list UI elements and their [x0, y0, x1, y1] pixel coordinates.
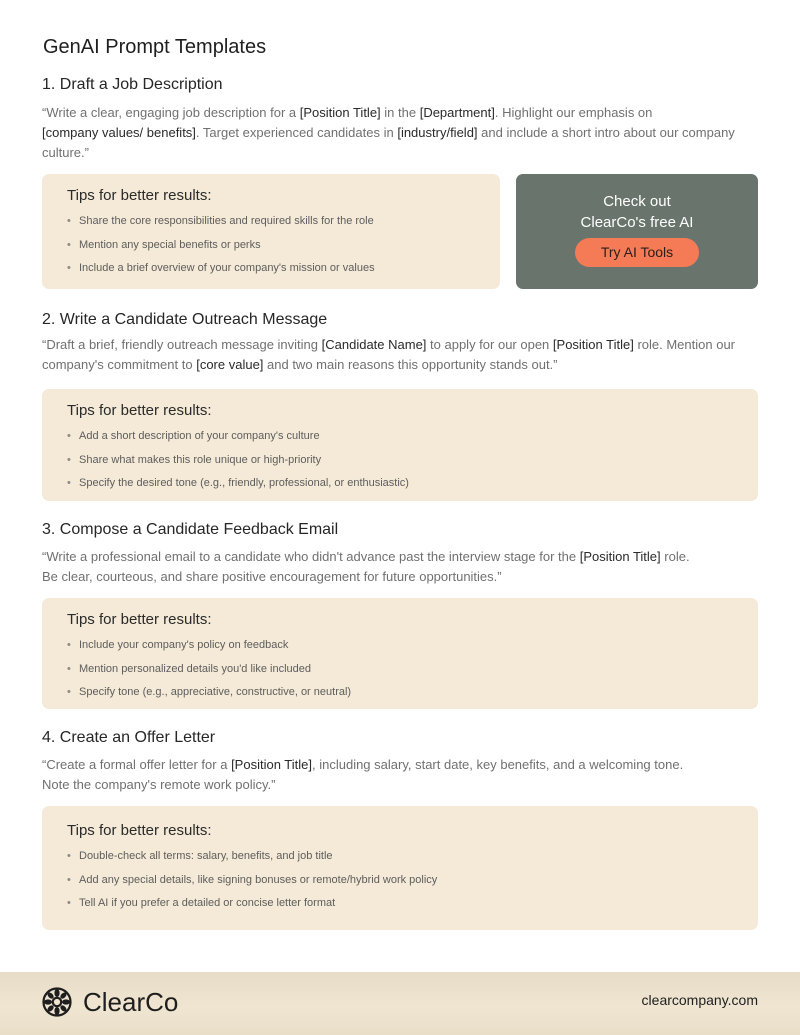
ai-tools-promo [516, 174, 758, 289]
placeholder-department: [Department] [419, 105, 495, 120]
tips-title: Tips for better results: [67, 611, 212, 628]
tip-item: • Share the core responsibilities and required skills for the role [67, 210, 476, 234]
placeholder-core-value: [core value] [196, 357, 264, 372]
section-heading-offer-letter: 4. Create an Offer Letter [42, 729, 216, 746]
footer [0, 972, 800, 1035]
tips-list [67, 210, 476, 281]
tips-title: Tips for better results: [67, 187, 212, 204]
placeholder-position-title: [Position Title] [579, 549, 661, 564]
section-heading-job-description: 1. Draft a Job Description [42, 76, 223, 93]
tip-item: • Double-check all terms: salary, benefits, and job title [67, 845, 734, 869]
tips-card-feedback [42, 598, 758, 709]
tip-item: • Include your company's policy on feedback [67, 634, 734, 658]
placeholder-position-title: [Position Title] [552, 337, 634, 352]
placeholder-position-title: [Position Title] [299, 105, 381, 120]
tip-item: • Mention personalized details you'd like included [67, 658, 734, 682]
tip-item: • Specify tone (e.g., appreciative, constructive, or neutral) [67, 681, 734, 705]
tips-card-outreach [42, 389, 758, 501]
prompt-feedback: “Write a professional email to a candidate who didn't advance past the interview stage for the [Position Title] role. Be clear, courteous, and share positive encouragement for future opportunities.” [42, 549, 690, 584]
footer-website-link[interactable]: clearcompany.com [641, 992, 758, 1008]
placeholder-candidate-name: [Candidate Name] [321, 337, 427, 352]
promo-line-1: Check out [603, 193, 671, 210]
try-ai-tools-button[interactable]: Try AI Tools [575, 238, 699, 267]
tip-item: • Mention any special benefits or perks [67, 234, 476, 258]
tip-item: • Add a short description of your company's culture [67, 425, 734, 449]
tip-item: • Specify the desired tone (e.g., friendly, professional, or enthusiastic) [67, 472, 734, 496]
tip-item: • Add any special details, like signing bonuses or remote/hybrid work policy [67, 869, 734, 893]
promo-line-2: ClearCo's free AI [580, 214, 694, 231]
brand-name: ClearCo [83, 986, 179, 1017]
prompt-job-description: “Write a clear, engaging job description for a [Position Title] in the [Department]. Highlight our emphasis on [company values/ benefits]. Target experienced candidates in [industry/field] and include a short intro about our company culture.” [42, 105, 735, 160]
tips-card-offer-letter [42, 806, 758, 930]
tips-list [67, 634, 734, 705]
placeholder-industry: [industry/field] [397, 125, 478, 140]
page-title: GenAI Prompt Templates [43, 36, 267, 58]
placeholder-position-title: [Position Title] [231, 757, 312, 772]
tip-item: • Share what makes this role unique or high-priority [67, 449, 734, 473]
tips-card-job-description [42, 174, 500, 289]
tips-list [67, 425, 734, 496]
tips-title: Tips for better results: [67, 402, 212, 419]
tip-item: • Tell AI if you prefer a detailed or concise letter format [67, 892, 734, 916]
clearco-flower-logo-icon [41, 986, 73, 1018]
brand-logo[interactable] [41, 986, 178, 1018]
tips-title: Tips for better results: [67, 822, 212, 839]
section-heading-outreach: 2. Write a Candidate Outreach Message [42, 311, 328, 328]
tip-item: • Include a brief overview of your company's mission or values [67, 257, 476, 281]
tips-list [67, 845, 734, 916]
prompt-offer-letter: “Create a formal offer letter for a [Position Title], including salary, start date, key benefits, and a welcoming tone. Note the company's remote work policy.” [42, 757, 684, 792]
prompt-outreach: “Draft a brief, friendly outreach message inviting [Candidate Name] to apply for our open [Position Title] role. Mention our company's commitment to [core value] and two main reasons this opportunity stands out.” [42, 337, 736, 372]
placeholder-company-values: [company values/ benefits] [42, 125, 196, 140]
section-heading-feedback: 3. Compose a Candidate Feedback Email [42, 521, 339, 538]
